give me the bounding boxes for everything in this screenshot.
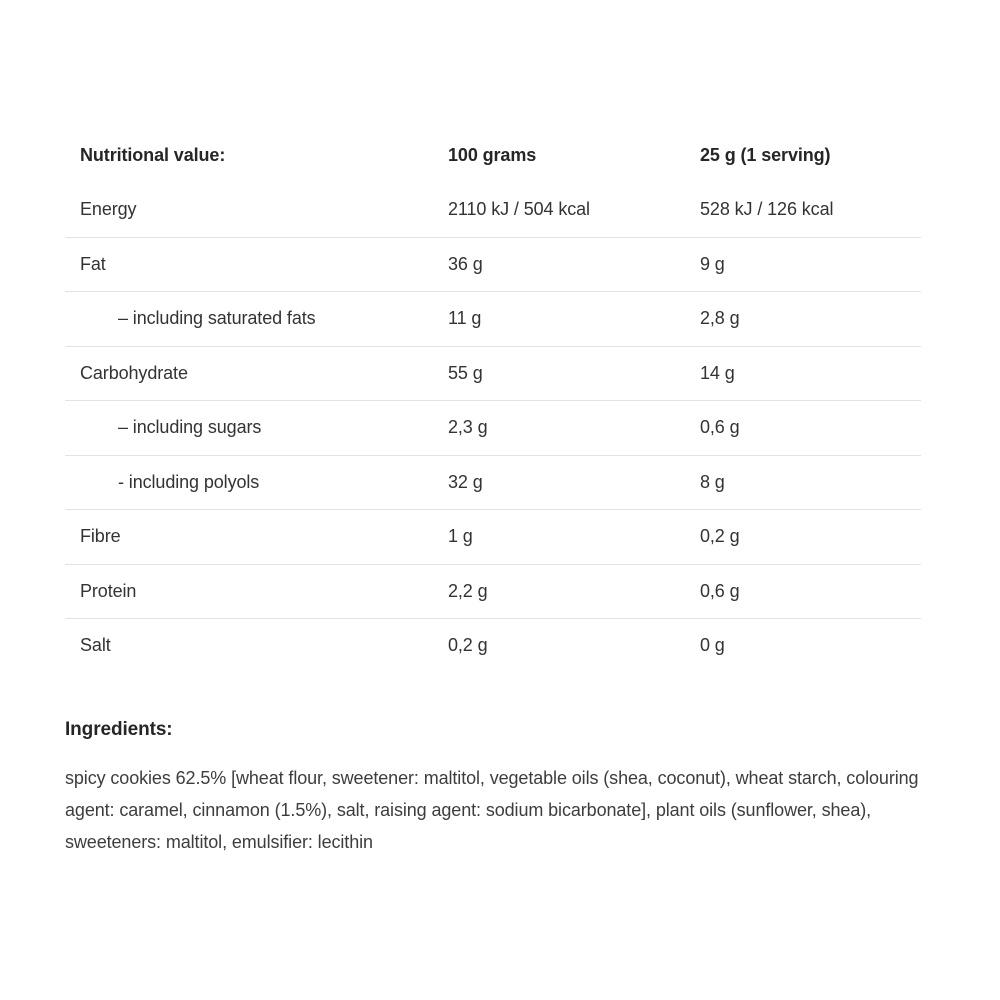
row-label: – including saturated fats [118, 308, 316, 329]
nutrition-table-body [65, 182, 921, 673]
table-row [65, 400, 921, 455]
value-per-100g: 32 g [448, 471, 483, 492]
table-row [65, 455, 921, 510]
value-per-serving: 9 g [700, 253, 725, 274]
row-label: Fat [80, 253, 106, 274]
value-per-serving: 0,6 g [700, 417, 740, 438]
header-nutritional-value: Nutritional value: [80, 144, 226, 165]
product-nutrition-section [65, 128, 921, 858]
row-label: Energy [80, 198, 137, 219]
header-per-serving: 25 g (1 serving) [700, 144, 831, 165]
ingredients-section [65, 719, 921, 858]
value-per-serving: 528 kJ / 126 kcal [700, 198, 834, 219]
header-per-100-grams: 100 grams [448, 144, 537, 165]
value-per-100g: 0,2 g [448, 635, 488, 656]
table-row [65, 618, 921, 673]
nutrition-table-header-row [65, 128, 921, 182]
value-per-100g: 11 g [448, 308, 482, 329]
row-label: Protein [80, 580, 137, 601]
ingredients-text: spicy cookies 62.5% [wheat flour, sweetener: maltitol, vegetable oils (shea, coconut), wheat starch, colouring agent: caramel, cinnamon (1.5%), salt, raising agent: sodium bicarbonate], plant oils (sunflower, shea), sweeteners: maltitol, emulsifier: lecithin [65, 767, 919, 852]
value-per-serving: 0,6 g [700, 580, 740, 601]
value-per-serving: 14 g [700, 362, 735, 383]
value-per-100g: 2,2 g [448, 580, 488, 601]
table-row [65, 564, 921, 619]
table-row [65, 346, 921, 401]
table-row [65, 291, 921, 346]
value-per-serving: 0 g [700, 635, 725, 656]
nutrition-table [65, 128, 921, 673]
value-per-serving: 2,8 g [700, 308, 740, 329]
row-label: Fibre [80, 526, 121, 547]
table-row [65, 182, 921, 237]
value-per-100g: 1 g [448, 526, 473, 547]
ingredients-heading: Ingredients: [65, 718, 173, 740]
value-per-100g: 36 g [448, 253, 483, 274]
value-per-100g: 2,3 g [448, 417, 488, 438]
row-label: Carbohydrate [80, 362, 188, 383]
row-label: – including sugars [118, 417, 262, 438]
row-label: - including polyols [118, 471, 260, 492]
value-per-100g: 2110 kJ / 504 kcal [448, 198, 590, 219]
row-label: Salt [80, 635, 111, 656]
table-row [65, 509, 921, 564]
value-per-100g: 55 g [448, 362, 483, 383]
table-row [65, 237, 921, 292]
value-per-serving: 0,2 g [700, 526, 740, 547]
value-per-serving: 8 g [700, 471, 725, 492]
